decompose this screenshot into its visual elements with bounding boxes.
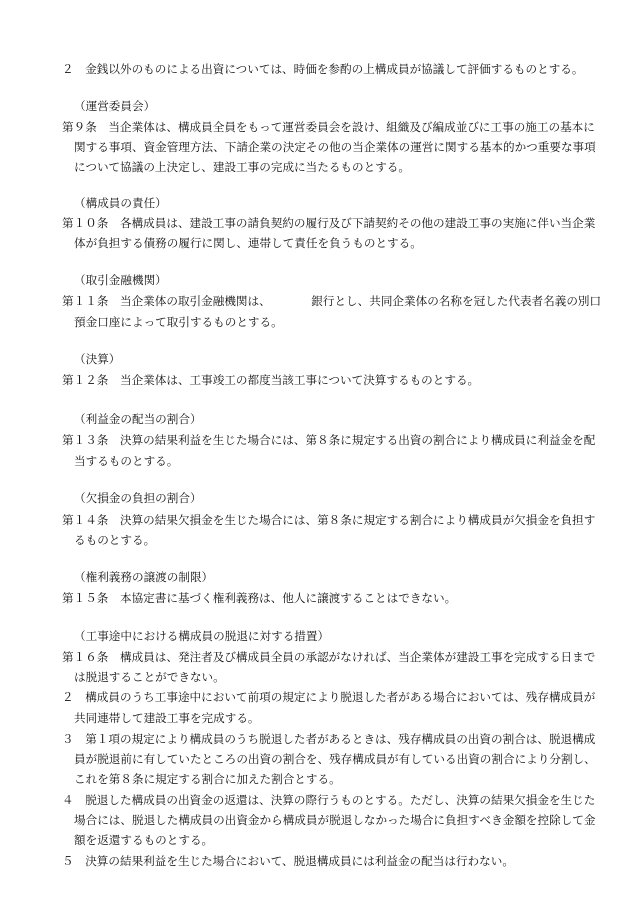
article-14-line-1: 第１４条 決算の結果欠損金を生じた場合には、第８条に規定する割合により構成員が欠損金を負担す [62, 513, 596, 527]
article-16-paragraph-4-line-3: 額を返還するものとする。 [74, 833, 214, 847]
article-15-heading: （権利義務の譲渡の制限） [74, 570, 214, 584]
article-16-paragraph-4-line-2: 場合には、脱退した構成員の出資金から構成員が脱退しなかった場合に負担すべき金額を控除して金 [74, 813, 596, 827]
article-13-line-2: 当するものとする。 [74, 454, 179, 468]
article-13-line-1: 第１３条 決算の結果利益を生じた場合には、第８条に規定する出資の割合により構成員に利益金を配 [62, 433, 596, 447]
article-11-line-1: 第１１条 当企業体の取引金融機関は、 銀行とし、共同企業体の名称を冠した代表者名義の別口 [62, 294, 602, 308]
article-11-heading: （取引金融機関） [74, 273, 167, 287]
article-16-line-1: 第１６条 構成員は、発注者及び構成員全員の承認がなければ、当企業体が建設工事を完成する日まで [62, 650, 596, 664]
article-12-heading: （決算） [74, 352, 121, 366]
article-16-paragraph-4-line-1: ４ 脱退した構成員の出資金の返還は、決算の際行うものとする。ただし、決算の結果欠損金を生じた [62, 793, 596, 807]
article-16-line-2: は脱退することができない。 [74, 670, 225, 684]
article-9-line-2: 関する事項、資金管理方法、下請企業の決定その他の当企業体の運営に関する基本的かつ重要な事項 [74, 140, 596, 154]
article-9-line-1: 第９条 当企業体は、構成員全員をもって運営委員会を設け、組織及び編成並びに工事の施工の基本に [62, 120, 595, 134]
article-16-heading: （工事途中における構成員の脱退に対する措置） [74, 629, 330, 643]
article-11-line-2: 預金口座によって取引するものとする。 [74, 315, 283, 329]
article-10-heading: （構成員の責任） [74, 196, 167, 210]
article-16-paragraph-3-line-2: 員が脱退前に有していたところの出資の割合を、残存構成員が有している出資の割合により分割し、 [74, 752, 596, 766]
article-9-heading: （運営委員会） [74, 99, 156, 113]
article-16-paragraph-3-line-1: ３ 第１項の規定により構成員のうち脱退した者があるときは、残存構成員の出資の割合は、脱退構成 [62, 732, 596, 746]
article-12-line-1: 第１２条 当企業体は、工事竣工の都度当該工事について決算するものとする。 [62, 373, 480, 387]
article-16-paragraph-3-line-3: これを第８条に規定する割合に加えた割合とする。 [74, 772, 341, 786]
article-14-heading: （欠損金の負担の割合） [74, 491, 202, 505]
article-16-paragraph-2-line-1: ２ 構成員のうち工事途中において前項の規定により脱退した者がある場合においては、残存構成員が [62, 690, 596, 704]
article-10-line-1: 第１０条 各構成員は、建設工事の請負契約の履行及び下請契約その他の建設工事の実施に伴い当企業 [62, 216, 596, 230]
article-16-paragraph-5-line-1: ５ 決算の結果利益を生じた場合において、脱退構成員には利益金の配当は行わない。 [62, 854, 514, 868]
article-8-paragraph-2: ２ 金銭以外のものによる出資については、時価を参酌の上構成員が協議して評価するものとする。 [62, 62, 584, 76]
article-9-line-3: について協議の上決定し、建設工事の完成に当たるものとする。 [74, 160, 410, 174]
article-10-line-2: 体が負担する債務の履行に関し、連帯して責任を負うものとする。 [74, 236, 422, 250]
article-15-line-1: 第１５条 本協定書に基づく権利義務は、他人に譲渡することはできない。 [62, 591, 457, 605]
article-16-paragraph-2-line-2: 共同連帯して建設工事を完成する。 [74, 711, 260, 725]
article-13-heading: （利益金の配当の割合） [74, 412, 202, 426]
article-14-line-2: るものとする。 [74, 533, 156, 547]
